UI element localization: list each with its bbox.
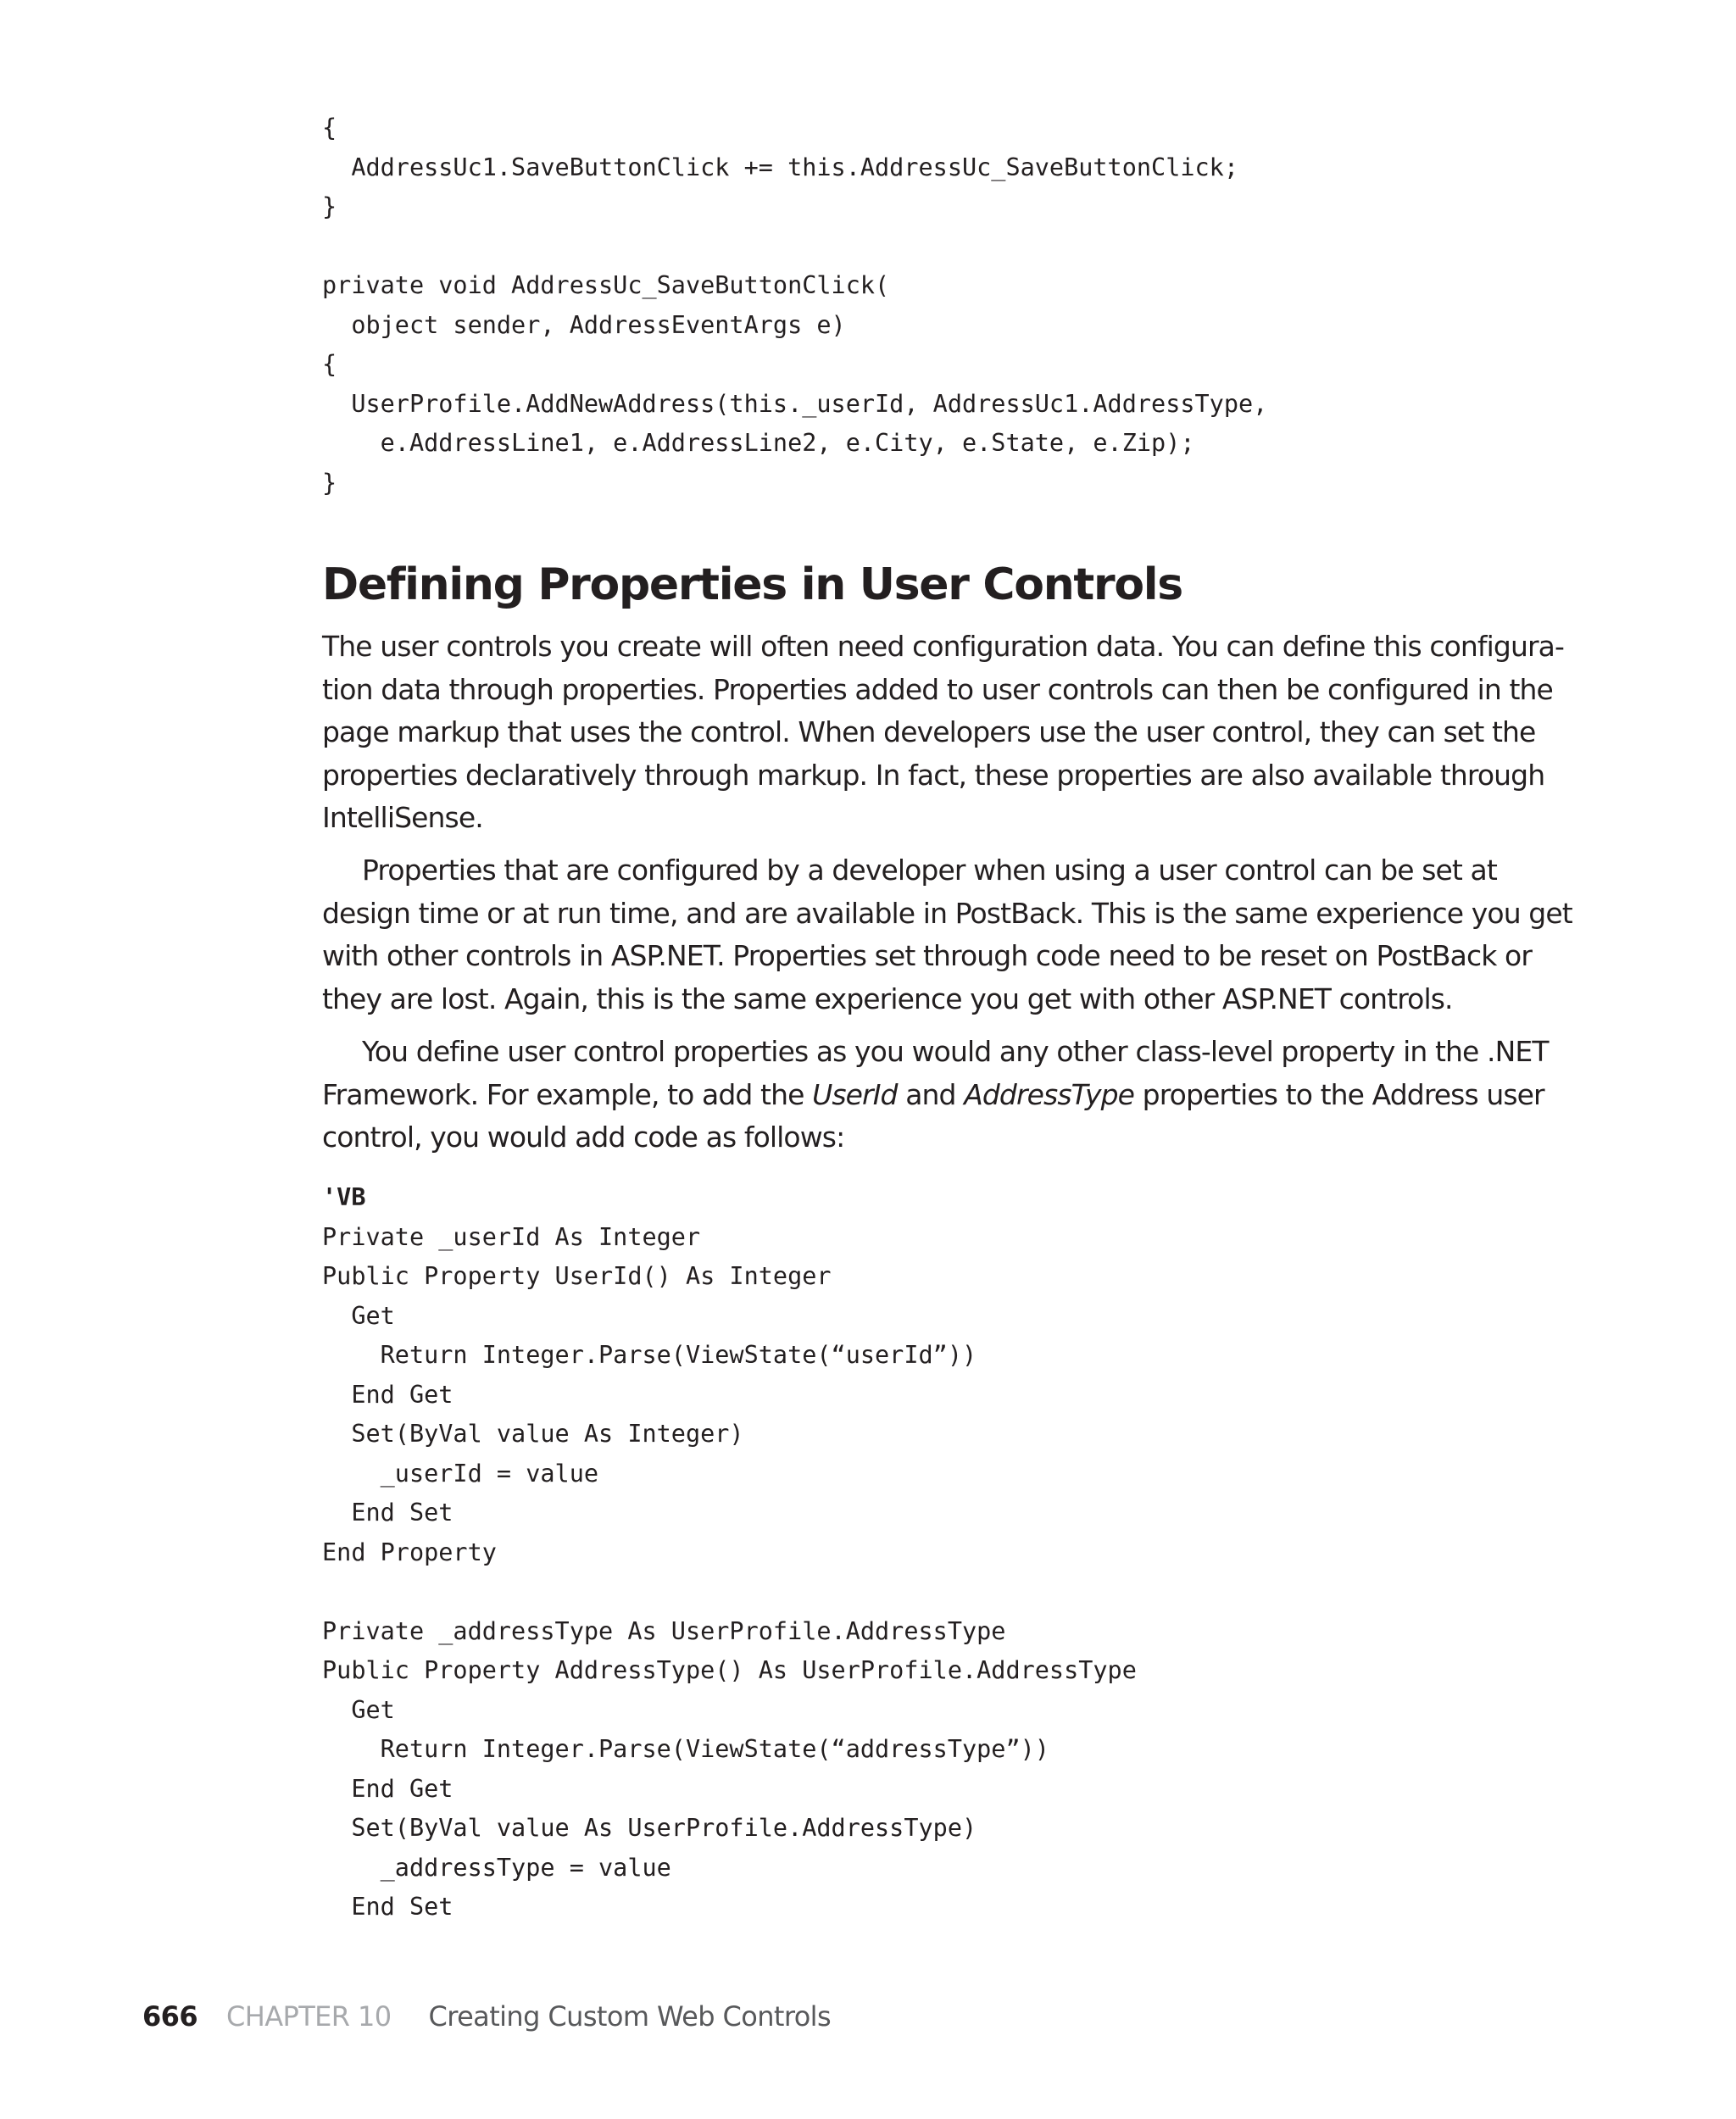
text-run: Framework. For example, to add the bbox=[322, 1077, 813, 1111]
text-line: properties declaratively through markup. In fact, these properties are also available through bbox=[322, 758, 1545, 792]
text-run: properties to the Address user bbox=[1134, 1077, 1544, 1111]
code-line: } bbox=[322, 468, 337, 497]
italic-term-addresstype: AddressType bbox=[964, 1077, 1135, 1111]
code-line: End Get bbox=[322, 1774, 453, 1803]
chapter-label: CHAPTER 10 bbox=[226, 2000, 392, 2033]
code-line: UserProfile.AddNewAddress(this._userId, AddressUc1.AddressType, bbox=[322, 389, 1268, 418]
code-line: object sender, AddressEventArgs e) bbox=[322, 310, 846, 339]
code-line: { bbox=[322, 350, 337, 378]
italic-term-userid: UserId bbox=[812, 1077, 898, 1111]
code-line: Get bbox=[322, 1695, 395, 1724]
text-line: they are lost. Again, this is the same experience you get with other ASP.NET controls. bbox=[322, 982, 1453, 1015]
code-block-vb bbox=[322, 1178, 1137, 1927]
code-line: End Set bbox=[322, 1893, 453, 1921]
code-line: Private _userId As Integer bbox=[322, 1222, 701, 1251]
text-line: tion data through properties. Properties added to user controls can then be configured in the bbox=[322, 672, 1553, 706]
paragraph-2 bbox=[322, 849, 1572, 1021]
page-number: 666 bbox=[142, 2000, 198, 2033]
text-line bbox=[322, 1074, 1553, 1117]
text-line: control, you would add code as follows: bbox=[322, 1121, 845, 1154]
code-block-csharp bbox=[322, 108, 1267, 503]
code-line: End Set bbox=[322, 1499, 453, 1527]
code-line: Get bbox=[322, 1301, 395, 1330]
text-line: with other controls in ASP.NET. Properties set through code need to be reset on PostBack or bbox=[322, 939, 1532, 972]
section-heading: Defining Properties in User Controls bbox=[322, 559, 1182, 610]
code-line: Public Property AddressType() As UserProfile.AddressType bbox=[322, 1656, 1137, 1684]
page-footer bbox=[142, 2000, 831, 2033]
text-line: You define user control properties as you would any other class-level property in the .NET bbox=[362, 1035, 1549, 1068]
code-line: Return Integer.Parse(ViewState(“userId”)) bbox=[322, 1341, 977, 1369]
code-line: AddressUc1.SaveButtonClick += this.AddressUc_SaveButtonClick; bbox=[322, 153, 1238, 181]
paragraph-1 bbox=[322, 626, 1564, 840]
code-language-label: 'VB bbox=[322, 1183, 366, 1211]
chapter-title: Creating Custom Web Controls bbox=[428, 2000, 832, 2033]
text-line: design time or at run time, and are available in PostBack. This is the same experience you get bbox=[322, 896, 1572, 930]
code-line: Return Integer.Parse(ViewState(“addressType”)) bbox=[322, 1735, 1049, 1763]
code-line: Private _addressType As UserProfile.AddressType bbox=[322, 1616, 1006, 1645]
text-line: page markup that uses the control. When developers use the user control, they can set the bbox=[322, 715, 1536, 748]
code-line: _addressType = value bbox=[322, 1853, 671, 1882]
code-line: End Property bbox=[322, 1538, 497, 1566]
text-run: and bbox=[897, 1077, 965, 1111]
text-line: IntelliSense. bbox=[322, 801, 483, 834]
code-line bbox=[322, 1572, 1137, 1612]
code-line: Public Property UserId() As Integer bbox=[322, 1262, 832, 1290]
paragraph-3 bbox=[322, 1031, 1553, 1160]
code-line: Set(ByVal value As UserProfile.AddressType) bbox=[322, 1814, 977, 1842]
code-line: e.AddressLine1, e.AddressLine2, e.City, e.State, e.Zip); bbox=[322, 429, 1195, 457]
code-line: End Get bbox=[322, 1380, 453, 1409]
code-line: } bbox=[322, 192, 337, 220]
code-line: Set(ByVal value As Integer) bbox=[322, 1420, 744, 1448]
text-line: The user controls you create will often need configuration data. You can define this configura- bbox=[322, 630, 1564, 663]
text-line: Properties that are configured by a developer when using a user control can be set at bbox=[362, 854, 1497, 887]
code-line: _userId = value bbox=[322, 1459, 599, 1488]
code-line: private void AddressUc_SaveButtonClick( bbox=[322, 271, 890, 299]
code-line: { bbox=[322, 114, 337, 142]
code-line bbox=[322, 227, 1267, 267]
